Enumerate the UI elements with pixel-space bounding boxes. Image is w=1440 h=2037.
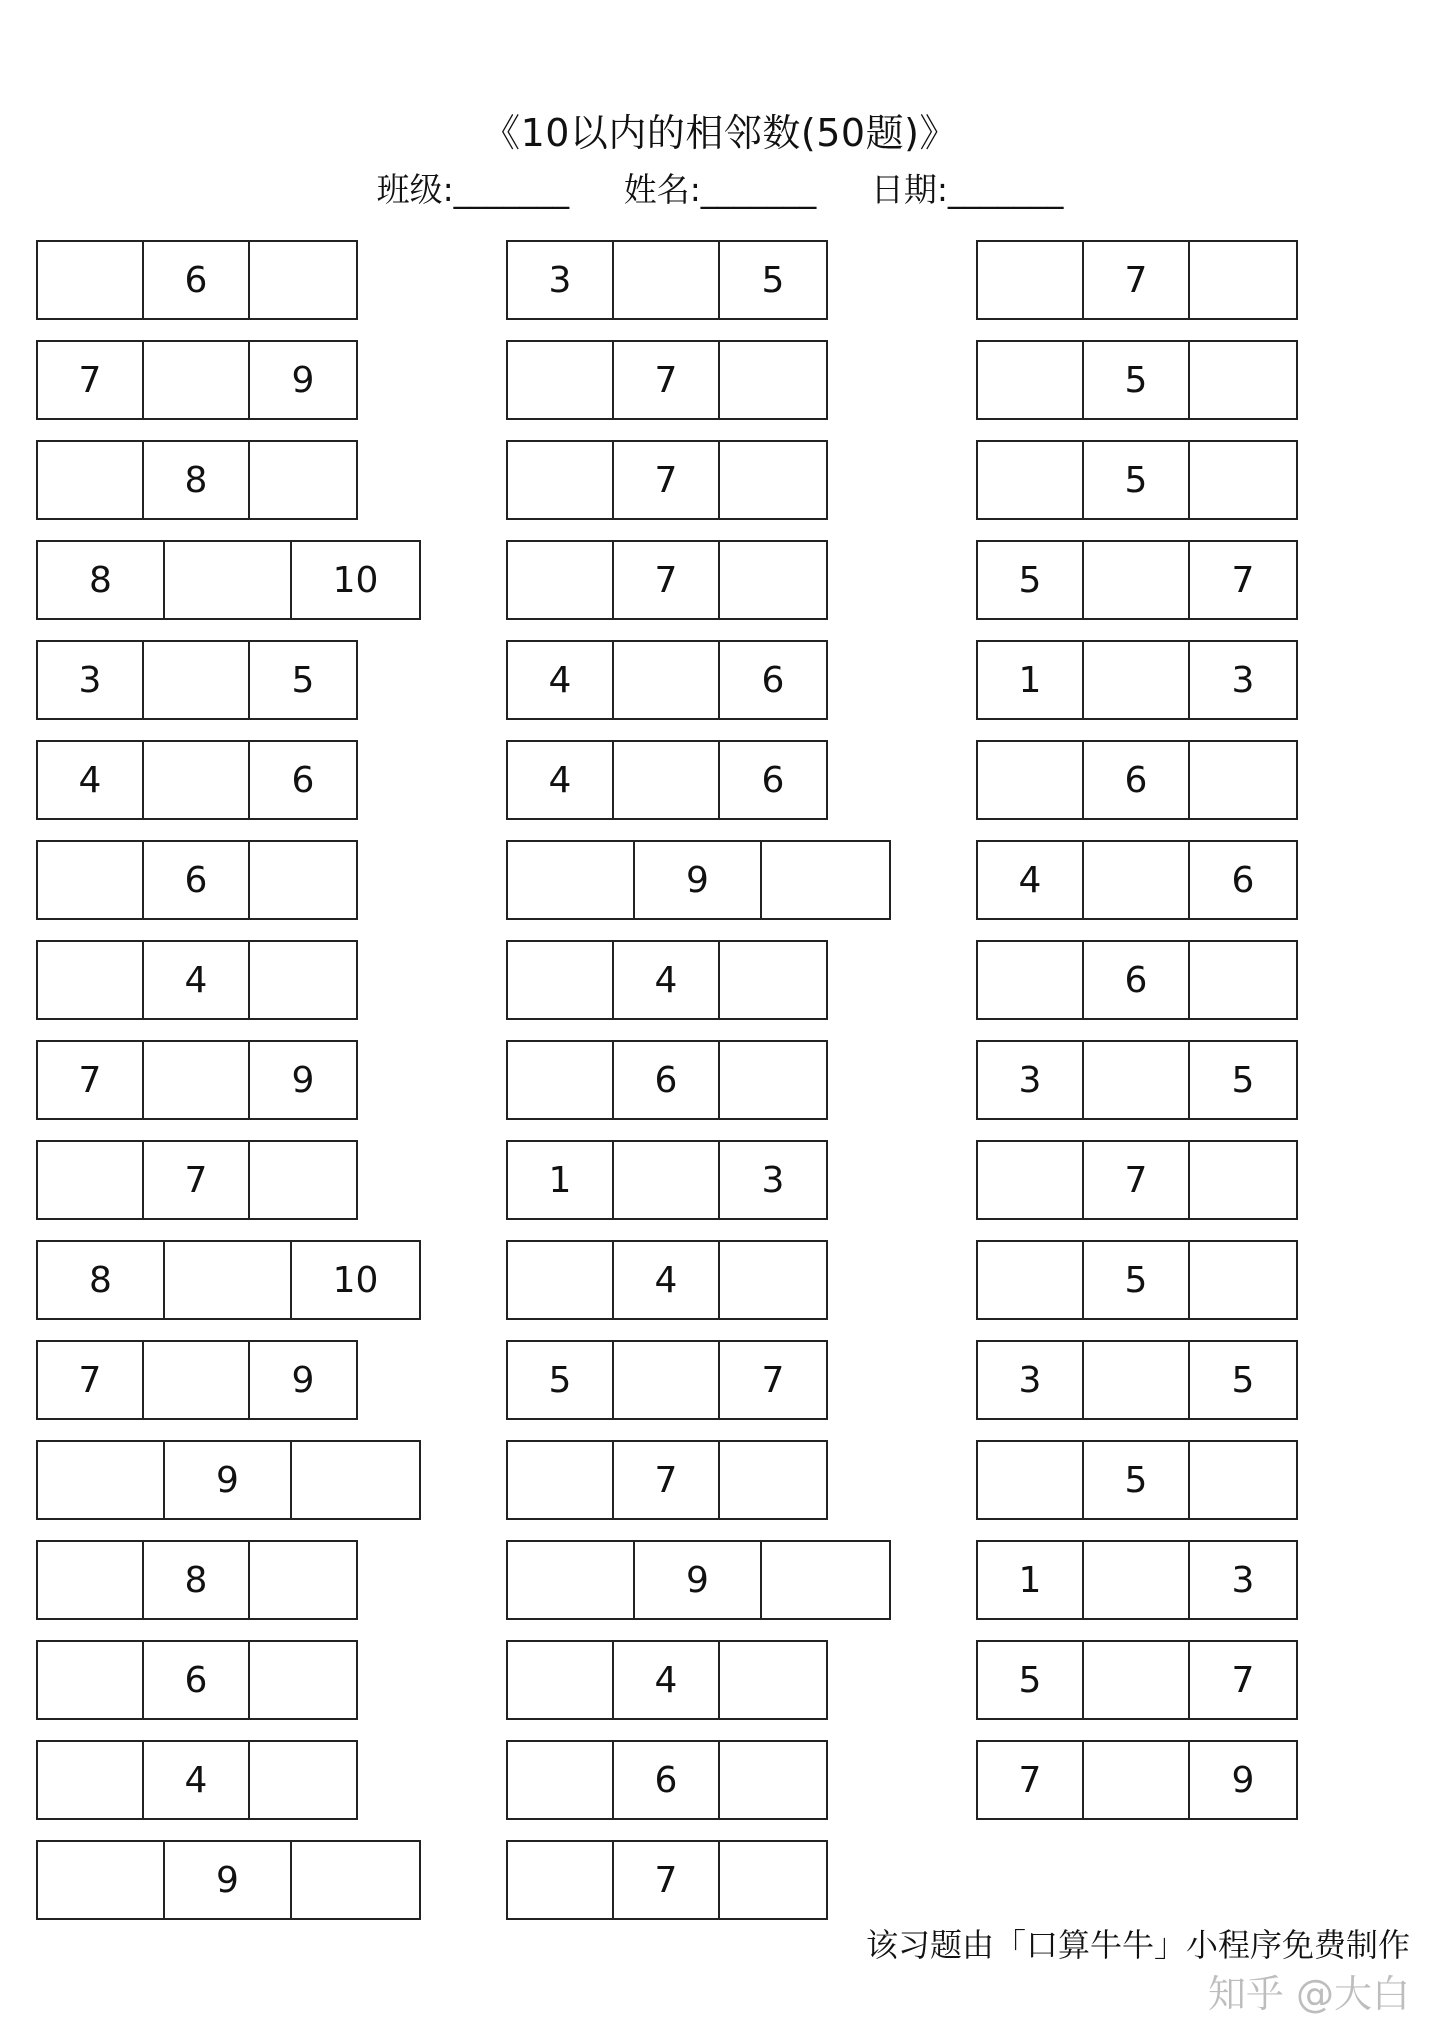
- neighbor-number-problem: [976, 440, 1298, 520]
- neighbor-number-problem: [976, 240, 1298, 320]
- given-number: 6: [761, 659, 785, 701]
- answer-box[interactable]: [250, 442, 356, 518]
- answer-box[interactable]: [1084, 1342, 1190, 1418]
- answer-box[interactable]: [720, 542, 826, 618]
- neighbor-number-problem: [36, 440, 358, 520]
- given-number: 7: [614, 1842, 720, 1918]
- answer-box[interactable]: [720, 442, 826, 518]
- given-number: 7: [614, 342, 720, 418]
- given-number: 7: [761, 1359, 785, 1401]
- given-number: 8: [144, 1542, 250, 1618]
- class-field[interactable]: 班级:_______: [376, 170, 570, 209]
- answer-box[interactable]: [720, 1642, 826, 1718]
- worksheet-title: 《10以内的相邻数(50题)》: [482, 111, 958, 155]
- given-number: 4: [978, 842, 1084, 918]
- given-number: 9: [635, 1542, 762, 1618]
- given-number: 5: [978, 1642, 1084, 1718]
- given-number: 4: [614, 1242, 720, 1318]
- given-number: 3: [508, 242, 614, 318]
- answer-box[interactable]: [1084, 842, 1190, 918]
- watermark: 知乎 @大白: [1207, 1972, 1410, 2016]
- answer-box[interactable]: [144, 342, 250, 418]
- given-number: 4: [144, 1742, 250, 1818]
- date-field[interactable]: 日期:_______: [870, 170, 1064, 209]
- given-number: 6: [144, 242, 250, 318]
- neighbor-number-problem: [506, 440, 828, 520]
- given-number: 4: [614, 1642, 720, 1718]
- given-number: 5: [1231, 1359, 1255, 1401]
- given-number: 6: [614, 1042, 720, 1118]
- neighbor-number-problem: [36, 740, 358, 820]
- given-number: 5: [1084, 1242, 1190, 1318]
- given-number: 3: [978, 1042, 1084, 1118]
- given-number: 6: [761, 759, 785, 801]
- given-number: 6: [144, 842, 250, 918]
- answer-box[interactable]: [38, 842, 144, 918]
- neighbor-number-problem: [506, 1140, 828, 1220]
- given-number: 9: [291, 1059, 315, 1101]
- given-number: 7: [1084, 1142, 1190, 1218]
- answer-box[interactable]: [720, 1242, 826, 1318]
- neighbor-number-problem: [976, 940, 1298, 1020]
- neighbor-number-problem: [36, 1840, 421, 1920]
- given-number: 3: [38, 642, 144, 718]
- neighbor-number-problem: [506, 1040, 828, 1120]
- answer-box[interactable]: [1084, 642, 1190, 718]
- given-number: 5: [291, 659, 315, 701]
- neighbor-number-problem: [976, 640, 1298, 720]
- given-number: 7: [144, 1142, 250, 1218]
- answer-box[interactable]: [762, 842, 889, 918]
- answer-box[interactable]: [720, 342, 826, 418]
- given-number: 9: [291, 359, 315, 401]
- neighbor-number-problem: [506, 1840, 828, 1920]
- answer-box[interactable]: [1190, 442, 1296, 518]
- given-number: 6: [614, 1742, 720, 1818]
- answer-box[interactable]: [144, 742, 250, 818]
- neighbor-number-problem: [976, 1240, 1298, 1320]
- answer-box[interactable]: [144, 1042, 250, 1118]
- given-number: 3: [1231, 659, 1255, 701]
- answer-box[interactable]: [38, 1542, 144, 1618]
- given-number: 5: [1084, 442, 1190, 518]
- given-number: 5: [1231, 1059, 1255, 1101]
- answer-box[interactable]: [1084, 542, 1190, 618]
- answer-box[interactable]: [1084, 1642, 1190, 1718]
- given-number: 9: [291, 1359, 315, 1401]
- answer-box[interactable]: [250, 1642, 356, 1718]
- answer-box[interactable]: [38, 1742, 144, 1818]
- neighbor-number-problem: [976, 1640, 1298, 1720]
- given-number: 10: [332, 1259, 379, 1301]
- answer-box[interactable]: [614, 642, 720, 718]
- neighbor-number-problem: [506, 1740, 828, 1820]
- neighbor-number-problem: [506, 240, 828, 320]
- answer-box[interactable]: [1190, 742, 1296, 818]
- neighbor-number-problem: [506, 1640, 828, 1720]
- neighbor-number-problem: [36, 1240, 421, 1320]
- answer-box[interactable]: [508, 1642, 614, 1718]
- given-number: 7: [38, 1042, 144, 1118]
- neighbor-number-problem: [36, 1540, 358, 1620]
- answer-box[interactable]: [1190, 942, 1296, 1018]
- answer-box[interactable]: [144, 642, 250, 718]
- neighbor-number-problem: [506, 1440, 828, 1520]
- answer-box[interactable]: [720, 1842, 826, 1918]
- answer-box[interactable]: [1084, 1542, 1190, 1618]
- neighbor-number-problem: [36, 340, 358, 420]
- given-number: 4: [508, 642, 614, 718]
- given-number: 1: [978, 1542, 1084, 1618]
- given-number: 3: [1231, 1559, 1255, 1601]
- neighbor-number-problem: [506, 1540, 891, 1620]
- given-number: 8: [38, 542, 165, 618]
- neighbor-number-problem: [506, 540, 828, 620]
- answer-box[interactable]: [978, 742, 1084, 818]
- answer-box[interactable]: [38, 942, 144, 1018]
- answer-box[interactable]: [144, 1342, 250, 1418]
- given-number: 5: [978, 542, 1084, 618]
- answer-box[interactable]: [508, 1442, 614, 1518]
- answer-box[interactable]: [508, 1542, 635, 1618]
- generator-credit: 该习题由「口算牛牛」小程序免费制作: [865, 1926, 1410, 1964]
- given-number: 5: [1084, 1442, 1190, 1518]
- given-number: 4: [38, 742, 144, 818]
- answer-box[interactable]: [1190, 342, 1296, 418]
- neighbor-number-problem: [506, 640, 828, 720]
- given-number: 6: [1231, 859, 1255, 901]
- neighbor-number-problem: [36, 640, 358, 720]
- answer-box[interactable]: [614, 242, 720, 318]
- given-number: 5: [761, 259, 785, 301]
- answer-box[interactable]: [614, 1142, 720, 1218]
- neighbor-number-problem: [506, 840, 891, 920]
- answer-box[interactable]: [720, 1742, 826, 1818]
- answer-box[interactable]: [508, 1742, 614, 1818]
- answer-box[interactable]: [1084, 1742, 1190, 1818]
- given-number: 7: [38, 1342, 144, 1418]
- answer-box[interactable]: [720, 942, 826, 1018]
- given-number: 10: [332, 559, 379, 601]
- answer-box[interactable]: [762, 1542, 889, 1618]
- answer-box[interactable]: [1190, 1142, 1296, 1218]
- given-number: 5: [1084, 342, 1190, 418]
- given-number: 9: [635, 842, 762, 918]
- answer-box[interactable]: [720, 1442, 826, 1518]
- answer-box[interactable]: [508, 942, 614, 1018]
- given-number: 9: [165, 1842, 292, 1918]
- answer-box[interactable]: [508, 842, 635, 918]
- neighbor-number-problem: [506, 940, 828, 1020]
- neighbor-number-problem: [36, 1040, 358, 1120]
- given-number: 3: [978, 1342, 1084, 1418]
- neighbor-number-problem: [36, 240, 358, 320]
- neighbor-number-problem: [36, 840, 358, 920]
- neighbor-number-problem: [506, 740, 828, 820]
- answer-box[interactable]: [614, 1342, 720, 1418]
- answer-box[interactable]: [508, 442, 614, 518]
- name-field[interactable]: 姓名:_______: [623, 170, 817, 209]
- answer-box[interactable]: [250, 1142, 356, 1218]
- given-number: 4: [614, 942, 720, 1018]
- given-number: 6: [1084, 942, 1190, 1018]
- given-number: 7: [614, 1442, 720, 1518]
- given-number: 9: [165, 1442, 292, 1518]
- answer-box[interactable]: [978, 242, 1084, 318]
- answer-box[interactable]: [38, 242, 144, 318]
- student-info-row: [0, 166, 1440, 214]
- given-number: 7: [614, 442, 720, 518]
- answer-box[interactable]: [720, 1042, 826, 1118]
- given-number: 8: [38, 1242, 165, 1318]
- given-number: 7: [38, 342, 144, 418]
- neighbor-number-problem: [976, 1540, 1298, 1620]
- answer-box[interactable]: [508, 1242, 614, 1318]
- given-number: 4: [508, 742, 614, 818]
- neighbor-number-problem: [976, 340, 1298, 420]
- given-number: 9: [1231, 1759, 1255, 1801]
- neighbor-number-problem: [506, 340, 828, 420]
- answer-box[interactable]: [250, 1742, 356, 1818]
- answer-box[interactable]: [1084, 1042, 1190, 1118]
- answer-box[interactable]: [38, 1442, 165, 1518]
- neighbor-number-problem: [36, 1440, 421, 1520]
- given-number: 1: [978, 642, 1084, 718]
- neighbor-number-problem: [36, 1340, 358, 1420]
- given-number: 7: [1084, 242, 1190, 318]
- neighbor-number-problem: [36, 940, 358, 1020]
- neighbor-number-problem: [976, 1140, 1298, 1220]
- answer-box[interactable]: [978, 1442, 1084, 1518]
- neighbor-number-problem: [506, 1340, 828, 1420]
- answer-box[interactable]: [978, 942, 1084, 1018]
- answer-box[interactable]: [508, 542, 614, 618]
- answer-box[interactable]: [250, 842, 356, 918]
- answer-box[interactable]: [38, 1642, 144, 1718]
- answer-box[interactable]: [38, 1842, 165, 1918]
- answer-box[interactable]: [978, 342, 1084, 418]
- given-number: 7: [1231, 1659, 1255, 1701]
- given-number: 1: [508, 1142, 614, 1218]
- given-number: 7: [978, 1742, 1084, 1818]
- answer-box[interactable]: [165, 1242, 292, 1318]
- neighbor-number-problem: [976, 840, 1298, 920]
- neighbor-number-problem: [506, 1240, 828, 1320]
- given-number: 8: [144, 442, 250, 518]
- answer-box[interactable]: [250, 242, 356, 318]
- given-number: 5: [508, 1342, 614, 1418]
- neighbor-number-problem: [976, 1040, 1298, 1120]
- neighbor-number-problem: [976, 740, 1298, 820]
- neighbor-number-problem: [36, 1740, 358, 1820]
- answer-box[interactable]: [508, 342, 614, 418]
- answer-box[interactable]: [614, 742, 720, 818]
- answer-box[interactable]: [292, 1842, 419, 1918]
- answer-box[interactable]: [1190, 1242, 1296, 1318]
- given-number: 4: [144, 942, 250, 1018]
- given-number: 7: [1231, 559, 1255, 601]
- answer-box[interactable]: [292, 1442, 419, 1518]
- answer-box[interactable]: [508, 1842, 614, 1918]
- answer-box[interactable]: [978, 442, 1084, 518]
- neighbor-number-problem: [36, 1640, 358, 1720]
- answer-box[interactable]: [978, 1242, 1084, 1318]
- neighbor-number-problem: [976, 1440, 1298, 1520]
- answer-box[interactable]: [1190, 1442, 1296, 1518]
- answer-box[interactable]: [978, 1142, 1084, 1218]
- neighbor-number-problem: [976, 1740, 1298, 1820]
- neighbor-number-problem: [36, 540, 421, 620]
- given-number: 3: [761, 1159, 785, 1201]
- answer-box[interactable]: [165, 542, 292, 618]
- answer-box[interactable]: [38, 1142, 144, 1218]
- given-number: 7: [614, 542, 720, 618]
- given-number: 6: [1084, 742, 1190, 818]
- answer-box[interactable]: [508, 1042, 614, 1118]
- answer-box[interactable]: [250, 942, 356, 1018]
- answer-box[interactable]: [38, 442, 144, 518]
- answer-box[interactable]: [1190, 242, 1296, 318]
- given-number: 6: [144, 1642, 250, 1718]
- neighbor-number-problem: [976, 540, 1298, 620]
- answer-box[interactable]: [250, 1542, 356, 1618]
- neighbor-number-problem: [976, 1340, 1298, 1420]
- neighbor-number-problem: [36, 1140, 358, 1220]
- given-number: 6: [291, 759, 315, 801]
